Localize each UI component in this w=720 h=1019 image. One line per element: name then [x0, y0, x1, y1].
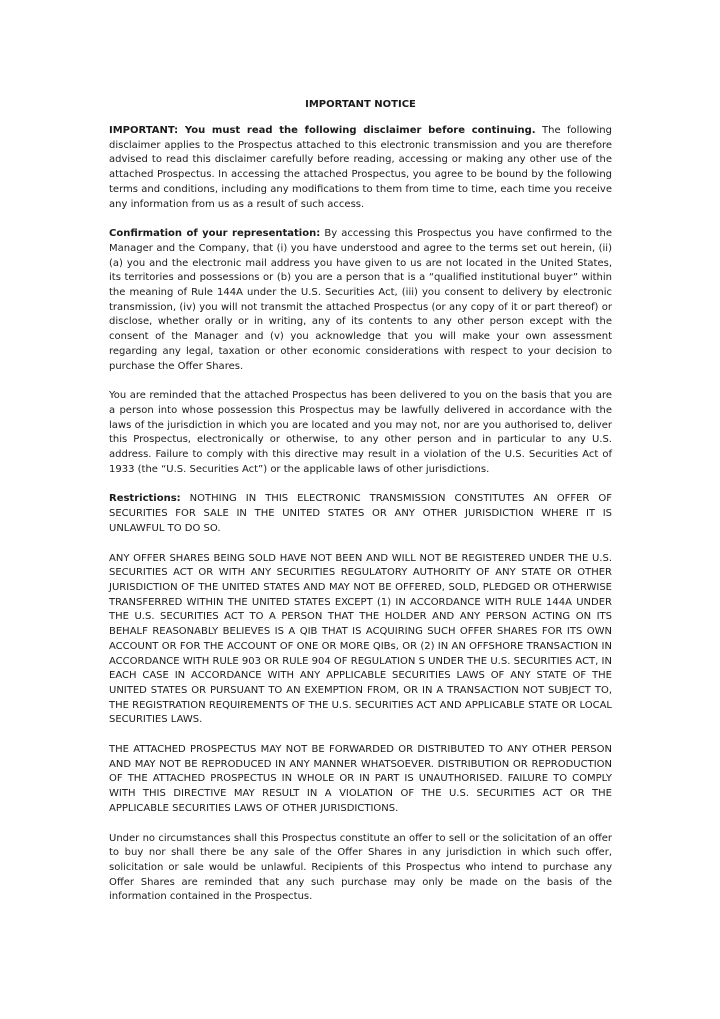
confirmation-paragraph: [109, 227, 612, 374]
paragraph-text: THE ATTACHED PROSPECTUS MAY NOT BE FORWARDED OR DISTRIBUTED TO ANY OTHER PERSON AND MAY NOT BE REPRODUCED IN ANY MANNER WHATSOEVER. DISTRIBUTION OR REPRODUCTION OF THE ATTACHED PROSPECTUS IN WHOLE OR IN PART IS UNAUTHORISED. FAILURE TO COMPLY WITH THIS DIRECTIVE MAY RESULT IN A VIOLATION OF THE U.S. SECURITIES ACT OR THE APPLICABLE SECURITIES LAWS OF OTHER JURISDICTIONS.: [109, 744, 612, 814]
paragraph-lead: Restrictions:: [109, 493, 181, 505]
paragraph-text: ANY OFFER SHARES BEING SOLD HAVE NOT BEEN AND WILL NOT BE REGISTERED UNDER THE U.S. SECURITIES ACT OR WITH ANY SECURITIES REGULATORY AUTHORITY OF ANY STATE OR OTHER JURISDICTION OF THE UNITED STATES AND MAY NOT BE OFFERED, SOLD, PLEDGED OR OTHERWISE TRANSFERRED WITHIN THE UNITED STATES EXCEPT (1) IN ACCORDANCE WITH RULE 144A UNDER THE U.S. SECURITIES ACT TO A PERSON THAT THE HOLDER AND ANY PERSON ACTING ON ITS BEHALF REASONABLY BELIEVES IS A QIB THAT IS ACQUIRING SUCH OFFER SHARES FOR ITS OWN ACCOUNT OR FOR THE ACCOUNT OF ONE OR MORE QIBs, OR (2) IN AN OFFSHORE TRANSACTION IN ACCORDANCE WITH RULE 903 OR RULE 904 OF REGULATION S UNDER THE U.S. SECURITIES ACT, IN EACH CASE IN ACCORDANCE WITH ANY APPLICABLE SECURITIES LAWS OF ANY STATE OF THE UNITED STATES OR PURSUANT TO AN EXEMPTION FROM, OR IN A TRANSACTION NOT SUBJECT TO, THE REGISTRATION REQUIREMENTS OF THE U.S. SECURITIES ACT AND APPLICABLE STATE OR LOCAL SECURITIES LAWS.: [109, 552, 612, 726]
paragraph-lead: Confirmation of your representation:: [109, 228, 321, 240]
paragraph-text: NOTHING IN THIS ELECTRONIC TRANSMISSION CONSTITUTES AN OFFER OF SECURITIES FOR SALE IN THE UNITED STATES OR ANY OTHER JURISDICTION WHERE IT IS UNLAWFUL TO DO SO.: [109, 493, 612, 534]
document-page: [109, 98, 612, 920]
page-title: IMPORTANT NOTICE: [305, 99, 416, 110]
offer-shares-paragraph: [109, 552, 612, 728]
circumstances-paragraph: [109, 832, 612, 906]
distribution-paragraph: [109, 743, 612, 817]
paragraph-text: By accessing this Prospectus you have confirmed to the Manager and the Company, that (i) you have understood and agree to the terms set out herein, (ii) (a) you and the electronic mail address you have given to us are not located in the United States, its territories and possessions or (b) you are a person that is a “qualified institutional buyer” within the meaning of Rule 144A under the U.S. Securities Act, (iii) you consent to delivery by electronic transmission, (iv) you will not transmit the attached Prospectus (or any copy of it or part thereof) or disclose, whether orally or in writing, any of its contents to any other person except with the consent of the Manager and (v) you acknowledge that you will make your own assessment regarding any legal, taxation or other economic considerations with respect to your decision to purchase the Offer Shares.: [109, 228, 613, 372]
reminder-paragraph: [109, 389, 612, 477]
paragraph-text: The following disclaimer applies to the Prospectus attached to this electronic transmission and you are therefore advised to read this disclaimer carefully before reading, accessing or making any other use of the attached Prospectus. In accessing the attached Prospectus, you agree to be bound by the following terms and conditions, including any modifications to them from time to time, each time you receive any information from us as a result of such access.: [109, 125, 612, 210]
restrictions-paragraph: [109, 492, 612, 536]
paragraph-lead: IMPORTANT: You must read the following disclaimer before continuing.: [109, 125, 536, 136]
disclaimer-paragraph: [109, 124, 612, 212]
paragraph-text: You are reminded that the attached Prospectus has been delivered to you on the basis that you are a person into whose possession this Prospectus may be lawfully delivered in accordance with the laws of the jurisdiction in which you are located and you may not, nor are you authorised to, deliver this Prospectus, electronically or otherwise, to any other person and in particular to any U.S. address. Failure to comply with this directive may result in a violation of the U.S. Securities Act of 1933 (the “U.S. Securities Act”) or the applicable laws of other jurisdictions.: [109, 390, 612, 475]
paragraph-text: Under no circumstances shall this Prospectus constitute an offer to sell or the solicitation of an offer to buy nor shall there be any sale of the Offer Shares in any jurisdiction in which such offer, solicitation or sale would be unlawful. Recipients of this Prospectus who intend to purchase any Offer Shares are reminded that any such purchase may only be made on the basis of the information contained in the Prospectus.: [109, 832, 612, 903]
